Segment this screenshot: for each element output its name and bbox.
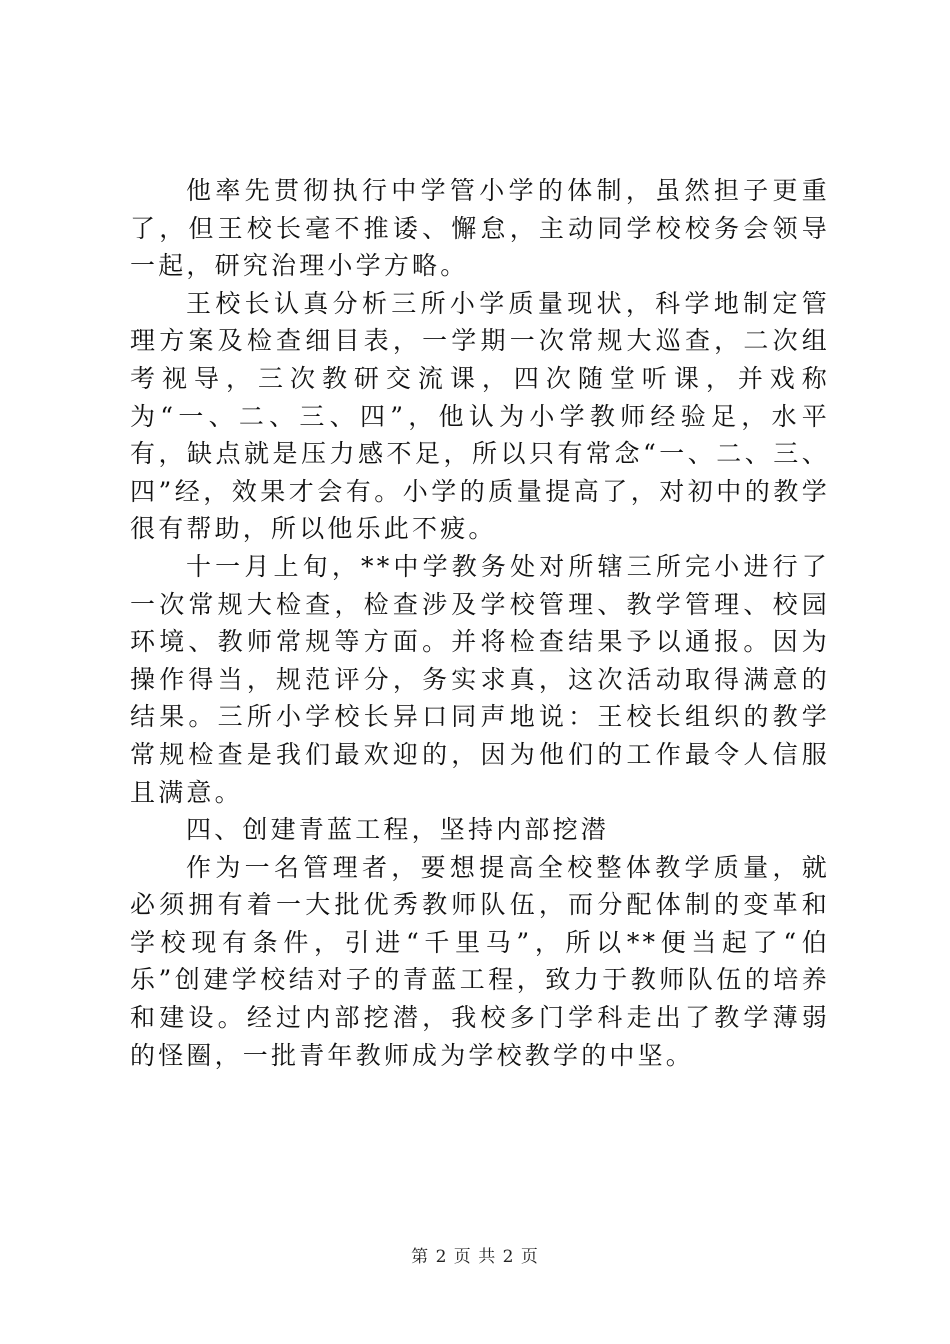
page-footer: 第 2 页 共 2 页 bbox=[411, 1247, 539, 1267]
section-heading: 四、创建青蓝工程，坚持内部挖潜 bbox=[186, 815, 610, 845]
paragraph: 十一月上旬，**中学教务处对所辖三所完小进行了一次常规大检查，检查涉及学校管理、教学管理、校园环境、教师常规等方面。并将检查结果予以通报。因为操作得当，规范评分，务实求真，这次活动取得满意的结果。三所小学校长异口同声地说：王校长组织的教学常规检查是我们最欢迎的，因为他们的工作最令人信服且满意。 bbox=[130, 551, 830, 807]
paragraph: 王校长认真分析三所小学质量现状，科学地制定管理方案及检查细目表，一学期一次常规大巡查，二次组考视导，三次教研交流课，四次随堂听课，并戏称为“一、二、三、四”，他认为小学教师经验足，水平有，缺点就是压力感不足，所以只有常念“一、二、三、四”经，效果才会有。小学的质量提高了，对初中的教学很有帮助，所以他乐此不疲。 bbox=[130, 288, 830, 544]
paragraph: 他率先贯彻执行中学管小学的体制，虽然担子更重了，但王校长毫不推诿、懈怠，主动同学校校务会领导一起，研究治理小学方略。 bbox=[130, 176, 830, 281]
paragraph: 作为一名管理者，要想提高全校整体教学质量，就必须拥有着一大批优秀教师队伍，而分配体制的变革和学校现有条件，引进“千里马”，所以**便当起了“伯乐”创建学校结对子的青蓝工程，致力于教师队伍的培养和建设。经过内部挖潜，我校多门学科走出了教学薄弱的怪圈，一批青年教师成为学校教学的中坚。 bbox=[130, 852, 830, 1070]
document-body bbox=[130, 172, 830, 1074]
